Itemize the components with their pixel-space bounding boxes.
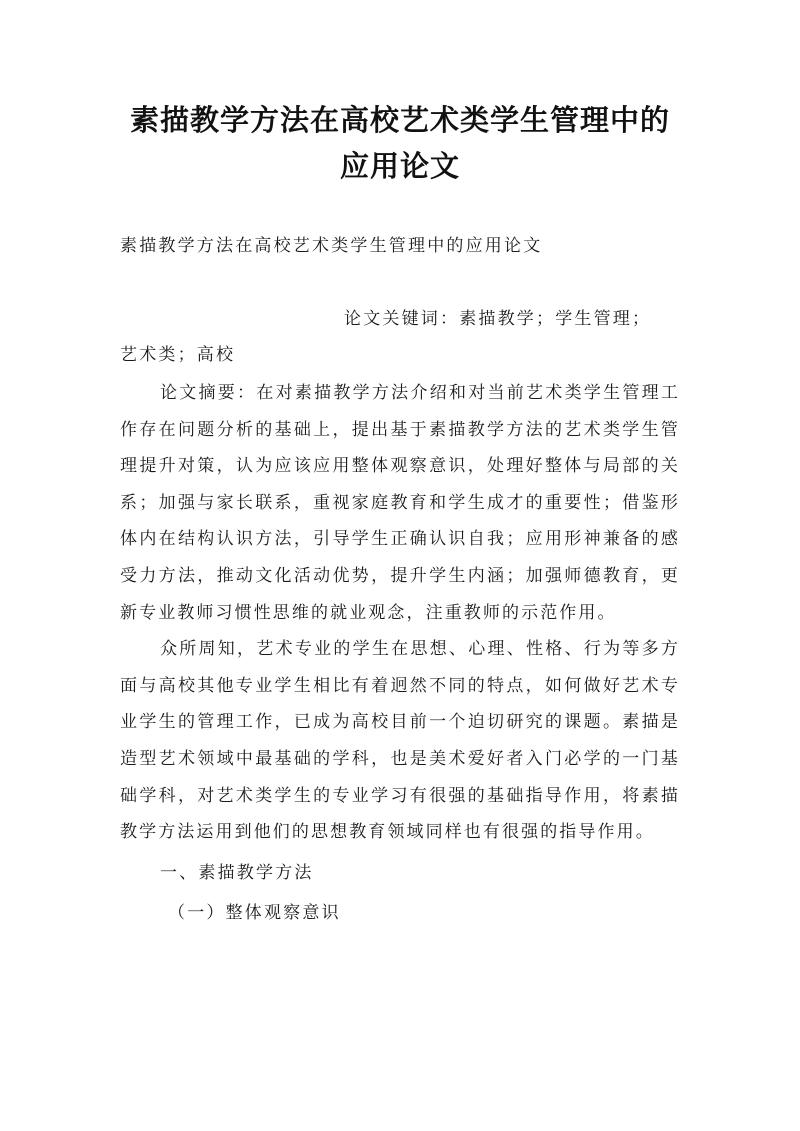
abstract-paragraph: 论文摘要：在对素描教学方法介绍和对当前艺术类学生管理工作存在问题分析的基础上，提出基于素描教学方法的艺术类学生管理提升对策，认为应该应用整体观察意识，处理好整体与局部的关系；加强与家长联系，重视家庭教育和学生成才的重要性；借鉴形体内在结构认识方法，引导学生正确认识自我；应用形神兼备的感受力方法，推动文化活动优势，提升学生内涵；加强师德教育，更新专业教师习惯性思维的就业观念，注重教师的示范作用。 [120,383,680,623]
document-title [120,97,680,189]
keywords-block [120,301,680,373]
section-heading: 一、素描教学方法 [160,862,314,883]
keywords-line-2: 艺术类；高校 [120,345,236,365]
subsection-heading: （一）整体观察意识 [168,902,341,923]
title-line-2: 应用论文 [339,149,460,183]
document-subtitle: 素描教学方法在高校艺术类学生管理中的应用论文 [120,236,543,256]
keywords-line-1: 论文关键词：素描教学；学生管理； [344,309,652,329]
title-line-1: 素描教学方法在高校艺术类学生管理中的 [129,103,670,137]
body-paragraph: 众所周知，艺术专业的学生在思想、心理、性格、行为等多方面与高校其他专业学生相比有着迥然不同的特点，如何做好艺术专业学生的管理工作，已成为高校目前一个迫切研究的课题。素描是造型艺术领域中最基础的学科，也是美术爱好者入门必学的一门基础学科，对艺术类学生的专业学习有很强的基础指导作用，将素描教学方法运用到他们的思想教育领域同样也有很强的指导作用。 [120,639,680,843]
